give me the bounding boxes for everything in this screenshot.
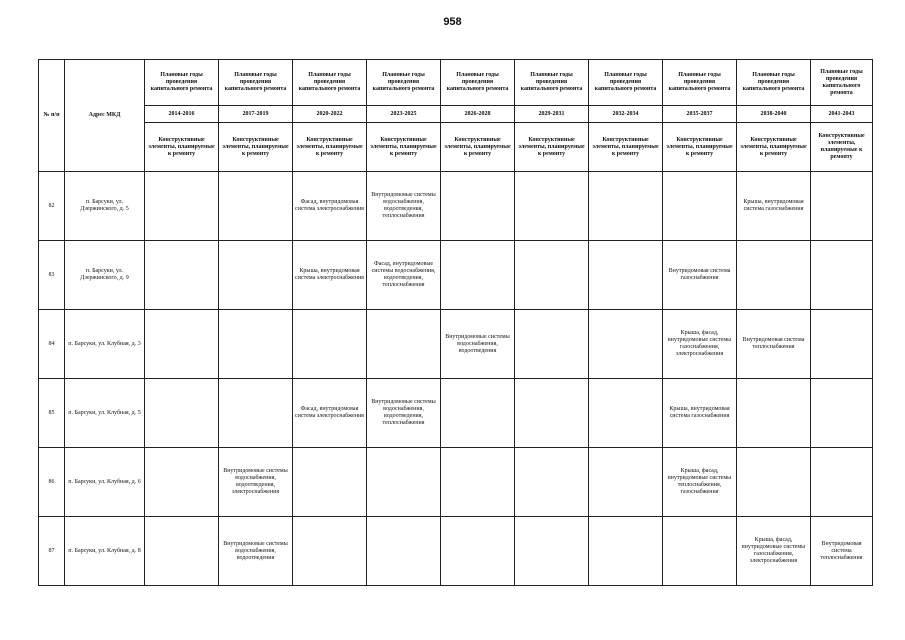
capital-repair-table <box>38 59 873 586</box>
row-number: 85 <box>39 379 65 448</box>
header-year: 2029-2031 <box>515 106 589 123</box>
repair-elements-cell <box>811 172 873 241</box>
repair-elements-cell: Фасад, внутридомовые системы водоснабжения, водоотведения, теплоснабжения <box>367 241 441 310</box>
header-num: № п/п <box>39 60 65 172</box>
repair-elements-cell <box>737 448 811 517</box>
row-address: п. Барсуки, ул. Дзержинского, д. 9 <box>65 241 145 310</box>
table-row <box>39 310 873 379</box>
table-row <box>39 172 873 241</box>
repair-elements-cell <box>515 310 589 379</box>
repair-elements-cell: Внутридомовая система газоснабжения <box>663 241 737 310</box>
repair-elements-cell <box>515 241 589 310</box>
row-address: п. Барсуки, ул. Клубная, д. 6 <box>65 448 145 517</box>
repair-elements-cell: Внутридомовые системы водоснабжения, водоотведения, теплоснабжения <box>367 379 441 448</box>
row-address: п. Барсуки, ул. Клубная, д. 8 <box>65 517 145 586</box>
repair-elements-cell <box>589 310 663 379</box>
repair-elements-cell <box>589 241 663 310</box>
repair-elements-cell <box>515 517 589 586</box>
repair-elements-cell: Внутридомовые системы водоснабжения, водоотведения <box>219 517 293 586</box>
header-elements: Конструктивные элементы, планируемые к ремонту <box>145 123 219 172</box>
repair-elements-cell <box>441 241 515 310</box>
header-year: 2035-2037 <box>663 106 737 123</box>
repair-elements-cell: Крыша, фасад, внутридомовые системы теплоснабжения, газоснабжения <box>663 448 737 517</box>
header-elements: Конструктивные элементы, планируемые к ремонту <box>219 123 293 172</box>
repair-elements-cell: Крыша, внутридомовая система газоснабжения <box>737 172 811 241</box>
repair-elements-cell <box>515 172 589 241</box>
repair-elements-cell <box>737 241 811 310</box>
repair-elements-cell <box>367 310 441 379</box>
repair-elements-cell <box>293 448 367 517</box>
repair-elements-cell <box>219 172 293 241</box>
repair-elements-cell <box>145 379 219 448</box>
repair-elements-cell <box>811 448 873 517</box>
repair-elements-cell: Внутридомовые системы водоснабжения, водоотведения <box>441 310 515 379</box>
repair-elements-cell <box>145 310 219 379</box>
row-address: п. Барсуки, ул. Клубная, д. 3 <box>65 310 145 379</box>
header-year: 2038-2040 <box>737 106 811 123</box>
repair-elements-cell <box>367 448 441 517</box>
repair-elements-cell <box>663 517 737 586</box>
repair-elements-cell <box>589 517 663 586</box>
header-year: 2026-2028 <box>441 106 515 123</box>
row-address: п. Барсуки, ул. Дзержинского, д. 5 <box>65 172 145 241</box>
repair-elements-cell <box>589 448 663 517</box>
row-number: 83 <box>39 241 65 310</box>
repair-elements-cell: Крыша, внутридомовая система газоснабжения <box>663 379 737 448</box>
repair-elements-cell: Внутридомовая система теплоснабжения <box>737 310 811 379</box>
header-elements: Конструктивные элементы, планируемые к ремонту <box>663 123 737 172</box>
repair-elements-cell <box>367 517 441 586</box>
header-year: 2032-2034 <box>589 106 663 123</box>
header-elements: Конструктивные элементы, планируемые к ремонту <box>441 123 515 172</box>
repair-elements-cell <box>811 379 873 448</box>
repair-elements-cell: Внутридомовые системы водоснабжения, водоотведения, теплоснабжения <box>367 172 441 241</box>
row-number: 87 <box>39 517 65 586</box>
header-planned-years: Плановые годы проведения капитального ремонта <box>811 60 873 106</box>
repair-elements-cell: Крыша, внутридомовая система электроснабжения <box>293 241 367 310</box>
repair-elements-cell: Внутридомовые системы водоснабжения, водоотведения, электроснабжения <box>219 448 293 517</box>
header-address: Адрес МКД <box>65 60 145 172</box>
repair-elements-cell <box>145 241 219 310</box>
repair-elements-cell <box>441 379 515 448</box>
repair-elements-cell <box>811 310 873 379</box>
header-planned-years: Плановые годы проведения капитального ремонта <box>663 60 737 106</box>
repair-elements-cell <box>515 448 589 517</box>
repair-elements-cell <box>145 517 219 586</box>
header-elements: Конструктивные элементы, планируемые к ремонту <box>293 123 367 172</box>
page-number: 958 <box>443 16 462 28</box>
header-planned-years: Плановые годы проведения капитального ремонта <box>293 60 367 106</box>
row-number: 86 <box>39 448 65 517</box>
repair-elements-cell <box>441 517 515 586</box>
repair-elements-cell <box>811 241 873 310</box>
repair-elements-cell <box>589 379 663 448</box>
repair-elements-cell <box>441 172 515 241</box>
header-year: 2020-2022 <box>293 106 367 123</box>
repair-elements-cell: Крыша, фасад, внутридомовые системы газоснабжения, электроснабжения <box>663 310 737 379</box>
header-planned-years: Плановые годы проведения капитального ремонта <box>441 60 515 106</box>
repair-elements-cell <box>219 241 293 310</box>
repair-elements-cell: Фасад, внутридомовая система электроснабжения <box>293 172 367 241</box>
repair-elements-cell <box>145 172 219 241</box>
header-planned-years: Плановые годы проведения капитального ремонта <box>367 60 441 106</box>
repair-elements-cell: Фасад, внутридомовая система электроснабжения <box>293 379 367 448</box>
repair-elements-cell <box>737 379 811 448</box>
header-planned-years: Плановые годы проведения капитального ремонта <box>515 60 589 106</box>
row-number: 84 <box>39 310 65 379</box>
header-elements: Конструктивные элементы, планируемые к ремонту <box>737 123 811 172</box>
repair-elements-cell: Крыша, фасад, внутридомовые системы газоснабжения, электроснабжения <box>737 517 811 586</box>
repair-elements-cell <box>219 379 293 448</box>
table-row <box>39 448 873 517</box>
repair-elements-cell <box>293 517 367 586</box>
row-address: п. Барсуки, ул. Клубная, д. 5 <box>65 379 145 448</box>
header-year: 2017-2019 <box>219 106 293 123</box>
header-year: 2041-2043 <box>811 106 873 123</box>
repair-elements-cell <box>589 172 663 241</box>
repair-elements-cell <box>515 379 589 448</box>
header-planned-years: Плановые годы проведения капитального ремонта <box>145 60 219 106</box>
table-row <box>39 517 873 586</box>
repair-elements-cell <box>441 448 515 517</box>
header-planned-years: Плановые годы проведения капитального ремонта <box>589 60 663 106</box>
table-row <box>39 241 873 310</box>
repair-elements-cell <box>663 172 737 241</box>
repair-elements-cell <box>293 310 367 379</box>
header-elements: Конструктивные элементы, планируемые к ремонту <box>811 123 873 172</box>
repair-elements-cell: Внутридомовая система теплоснабжения <box>811 517 873 586</box>
table-row <box>39 379 873 448</box>
header-year: 2014-2016 <box>145 106 219 123</box>
header-elements: Конструктивные элементы, планируемые к ремонту <box>515 123 589 172</box>
header-year: 2023-2025 <box>367 106 441 123</box>
header-planned-years: Плановые годы проведения капитального ремонта <box>737 60 811 106</box>
repair-elements-cell <box>145 448 219 517</box>
row-number: 82 <box>39 172 65 241</box>
repair-elements-cell <box>219 310 293 379</box>
header-elements: Конструктивные элементы, планируемые к ремонту <box>367 123 441 172</box>
header-planned-years: Плановые годы проведения капитального ремонта <box>219 60 293 106</box>
header-elements: Конструктивные элементы, планируемые к ремонту <box>589 123 663 172</box>
